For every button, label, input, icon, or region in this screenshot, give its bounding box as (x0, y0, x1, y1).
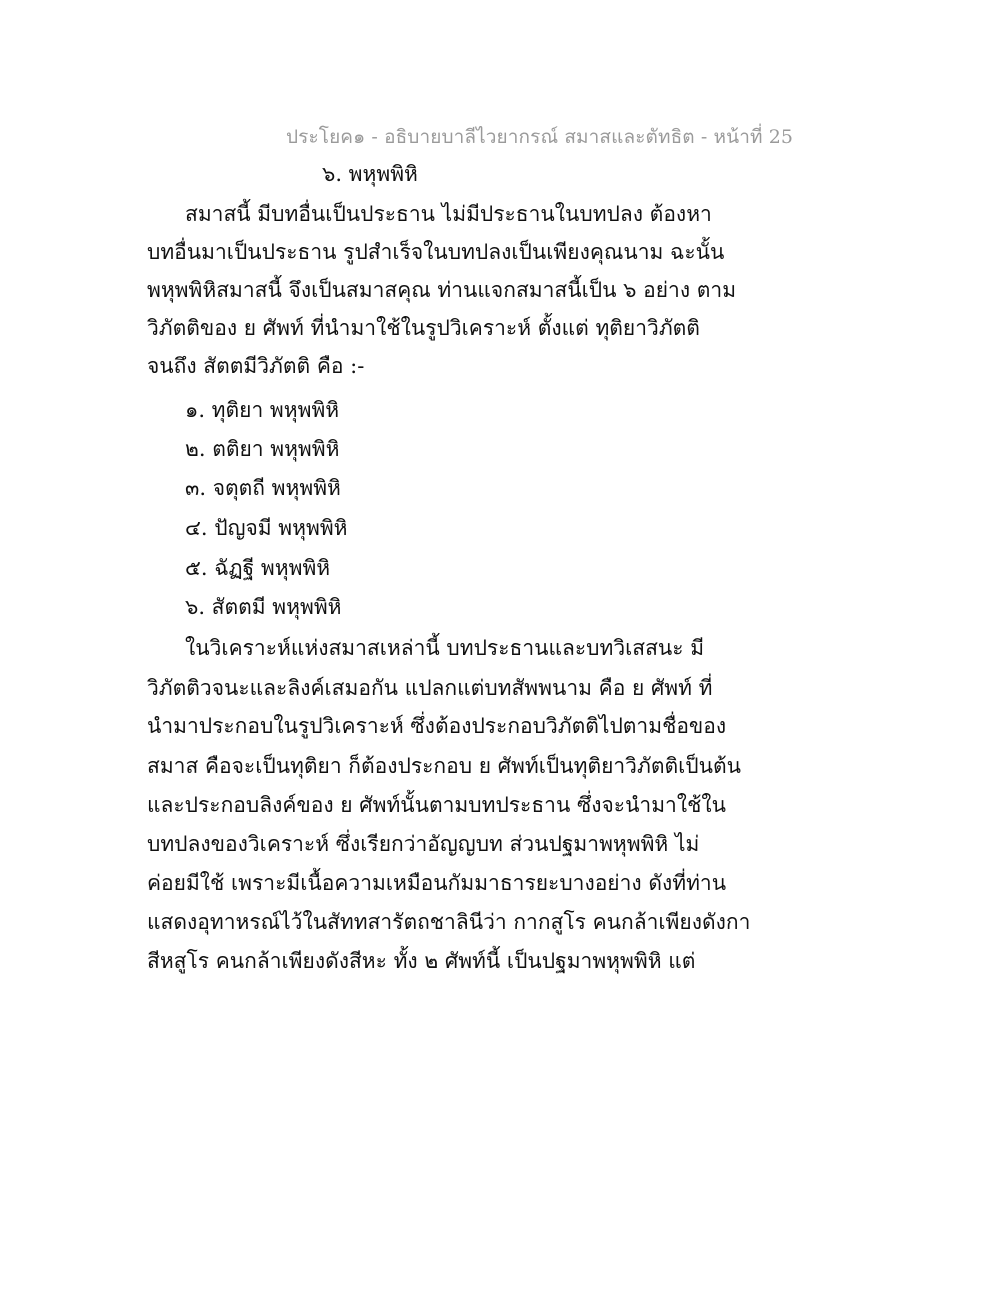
paragraph-line: บทปลงของวิเคราะห์ ซึ่งเรียกว่าอัญญบท ส่วนปฐมาพหุพพิหิ ไม่ (147, 832, 700, 856)
list-item: ๓. จตุตถี พหุพพิหิ (185, 476, 341, 500)
paragraph-line: บทอื่นมาเป็นประธาน รูปสำเร็จในบทปลงเป็นเพียงคุณนาม ฉะนั้น (147, 240, 725, 264)
paragraph-line: นำมาประกอบในรูปวิเคราะห์ ซึ่งต้องประกอบวิภัตติไปตามชื่อของ (147, 714, 727, 738)
paragraph-line: วิภัตติวจนะและลิงค์เสมอกัน แปลกแต่บทสัพพนาม คือ ย ศัพท์ ที่ (147, 676, 713, 700)
paragraph-line: แสดงอุทาหรณ์ไว้ในสัททสารัตถชาลินีว่า กากสูโร คนกล้าเพียงดังกา (147, 910, 751, 934)
paragraph-line: พหุพพิหิสมาสนี้ จึงเป็นสมาสคุณ ท่านแจกสมาสนี้เป็น ๖ อย่าง ตาม (147, 278, 737, 302)
list-item: ๔. ปัญจมี พหุพพิหิ (185, 516, 348, 540)
section-heading: ๖. พหุพพิหิ (322, 162, 418, 186)
page-header: ประโยค๑ - อธิบายบาลีไวยากรณ์ สมาสและตัทธิต - หน้าที่ 25 (286, 126, 794, 148)
paragraph-line: และประกอบลิงค์ของ ย ศัพท์นั้นตามบทประธาน ซึ่งจะนำมาใช้ใน (147, 793, 726, 817)
paragraph-line: ค่อยมีใช้ เพราะมีเนื้อความเหมือนกัมมาธารยะบางอย่าง ดังที่ท่าน (147, 871, 727, 895)
list-item: ๒. ตติยา พหุพพิหิ (185, 437, 340, 461)
list-item: ๕. ฉัฏฐี พหุพพิหิ (185, 556, 331, 580)
paragraph-line: วิภัตติของ ย ศัพท์ ที่นำมาใช้ในรูปวิเคราะห์ ตั้งแต่ ทุติยาวิภัตติ (147, 316, 700, 340)
list-item: ๖. สัตตมี พหุพพิหิ (185, 595, 342, 619)
paragraph-line: สมาสนี้ มีบทอื่นเป็นประธาน ไม่มีประธานในบทปลง ต้องหา (185, 202, 712, 226)
paragraph-line: ในวิเคราะห์แห่งสมาสเหล่านี้ บทประธานและบทวิเสสนะ มี (185, 636, 705, 660)
list-item: ๑. ทุติยา พหุพพิหิ (185, 398, 340, 422)
paragraph-line: จนถึง สัตตมีวิภัตติ คือ :- (147, 354, 365, 378)
paragraph-line: สมาส คือจะเป็นทุติยา ก็ต้องประกอบ ย ศัพท์เป็นทุติยาวิภัตติเป็นต้น (147, 754, 741, 778)
paragraph-line: สีหสูโร คนกล้าเพียงดังสีหะ ทั้ง ๒ ศัพท์นี้ เป็นปฐมาพหุพพิหิ แต่ (147, 949, 696, 973)
